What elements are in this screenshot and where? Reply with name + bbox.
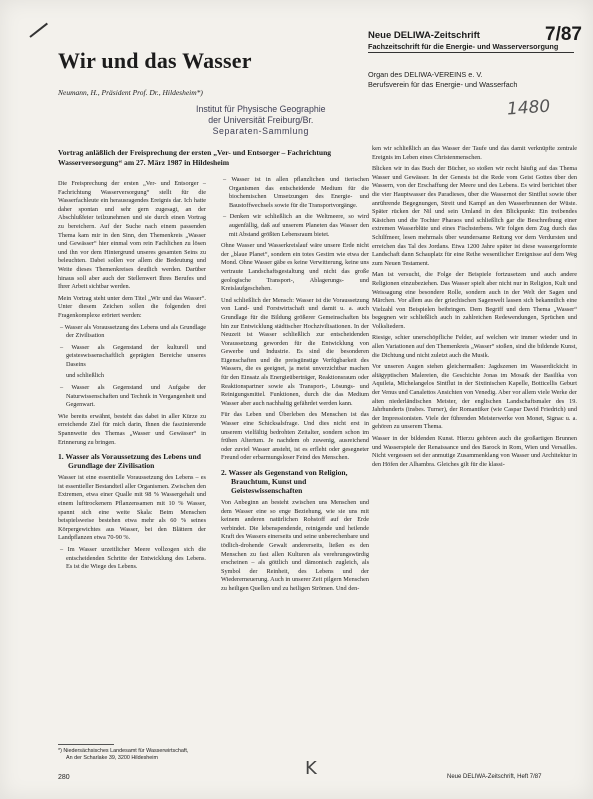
footnote-line-1: *) Niedersächsisches Landesamt für Wasserwirtschaft, bbox=[58, 748, 189, 754]
paragraph: Für das Leben und Überleben des Menschen ist das Wasser eine Schicksalsfrage. Und dies nicht erst in unserem vielfältig bedrohten Zeitalter, sondern schon im frühen Altertum. Je nachdem ob zuwenig, ausreichend oder zuviel Wasser ansteht, ist es erfleht oder gesegneter Freund oder erbarmungsloser Feind des Menschen. bbox=[221, 411, 369, 462]
stamp-line-2: der Universität Freiburg/Br. bbox=[208, 115, 314, 125]
paragraph: Riesige, schier unerschöpfliche Felder, auf welchen wir immer wieder und in allen Variationen auf den Themenkreis „Wasser“ stoßen, sind die bildende Kunst, die Dichtung und nicht zuletzt auch die Musik. bbox=[372, 334, 577, 359]
paragraph: ken wir schließlich an das Wasser der Taufe und das damit verknüpfte zentrale Ereignis im Leben eines Christenmenschen. bbox=[372, 145, 577, 161]
pen-mark bbox=[29, 23, 48, 38]
paragraph: Wie bereits erwähnt, besteht das dabei in aller Kürze zu erreichende Ziel für mich darin, Ihnen die faszinierende Spannweite des Themas „Wasser und Gewässer“ in Erinnerung zu bringen. bbox=[58, 412, 206, 446]
section-heading-2: 2. Wasser als Gegenstand von Religion, Brauchtum, Kunst und Geisteswissenschaften bbox=[221, 468, 348, 495]
list-item: – Im Wasser urzeitlicher Meere vollzogen sich die entscheidenden Schritte der Entwicklung des Lebens. Es ist die Wiege des Lebens. bbox=[60, 545, 206, 571]
issue-number: 7/87 bbox=[545, 24, 582, 45]
stamp-line-3: Separaten-Sammlung bbox=[212, 126, 309, 136]
intro-paragraph: Vortrag anläßlich der Freisprechung der ersten „Ver- und Entsorger – Fachrichtung Wasserversorgung“ am 27. März 1987 in Hildesheim bbox=[58, 148, 332, 167]
paragraph: Mein Vortrag steht unter dem Titel „Wir und das Wasser“. Unter diesem Zeichen sollen die folgenden drei Fragenkomplexe erörtert werden: bbox=[58, 294, 206, 319]
paragraph: Ohne Wasser und Wasserkreislauf wäre unsere Erde nicht der „blaue Planet“, sondern ein totes Gestirn wie etwa der Mond. Ohne Wasser gäbe es keine Verwitterung, keine uns vertraute Landschaftsgestaltung und nicht das große geologische Transport-, Ablagerungs- und Kreislaufgeschehen. bbox=[221, 242, 369, 293]
list-item: – Denken wir schließlich an die Weltmeere, so wird augenfällig, daß auf unserem Planeten das Wasser den mit Abstand größten Lebensraum bietet. bbox=[223, 213, 369, 238]
org-line-2: Berufsverein für das Energie- und Wasserfach bbox=[368, 80, 518, 89]
list-item: – Wasser als Gegenstand der kulturell und geisteswissenschaftlich geprägten Bereiche unseres Daseins bbox=[60, 343, 206, 368]
paragraph: Und schließlich der Mensch: Wasser ist die Voraussetzung von Land- und Forstwirtschaft und damit u. a. auch Grundlage für die Bildung größerer Gemeinschaften bis hin zur Entwicklung städtischer Hochzivilisationen. In der Neuzeit ist Wasser schließlich zur entscheidenden Voraussetzung geworden für die Entwicklung von Gewerbe und Industrie. Es sind die besonderen Eigenschaften und die preisgünstige Verfügbarkeit des Wassers, die es geeignet, ja meist unverzichtbar machen für den Einsatz als Energieüberträger, Reaktionsraum oder Reaktionspartner sowie als Transport-, Lösungs- und Reinigungsmittel. Funktionen, durch die das Medium Wasser aber auch nachhaltig gefährdet werden kann. bbox=[221, 296, 369, 407]
paragraph: Von Anbeginn an besteht zwischen uns Menschen und dem Wasser eine so enge Beziehung, wie sie uns mit keinem anderen natürlichen Rohstoff auf der Erde verbindet. Die lebenspendende, reinigende und heilende Kraft des Wassers einerseits und seine unberechenbare und tödlich-drohende Gewalt andererseits, ließen es den Menschen zu fast allen Kulturen als verehrungswürdig erscheinen – als göttlich und dämonisch zugleich, als Symbol der Reinheit, des Lebens und der Wiedererneuerung. Auch in unserer Zeit pilgern Menschen zu heiligen Quellen und zu heiligen Strömen. Und den- bbox=[221, 499, 369, 592]
paragraph: Die Freisprechung der ersten „Ver- und Entsorger – Fachrichtung Wasserversorgung“ stellt für die Wasserfachleute ein herausragendes Ereignis dar. Ich hatte daher spontan und sehr gern zugesagt, an der Abschlußfeier teilzunehmen und sie durch einen Vortrag zu bereichern. Auf der Suche nach einem passenden Thema kam mir in den Sinn, den Themenkreis „Wasser und Gewässer“ hier einmal vom rein Fachlichen zu lösen und ihn vor dem Hintergrund unseres gesamten Seins zu beleuchten. Dabei sollen vor allem die Bedeutung und Weite dieses Themenkreises deutlich werden. Darüber hinaus soll aber auch der Stellenwert Ihres Berufes und Ihrer Arbeit sichtbar werden. bbox=[58, 180, 206, 291]
list-item: – Wasser als Voraussetzung des Lebens und als Grundlage der Zivilisation bbox=[60, 323, 206, 340]
paragraph: Man ist versucht, die Folge der Beispiele fortzusetzen und auch andere Religionen einzubeziehen. Das Wasser spielt aber nicht nur in Religion, Kult und Weissagung eine besondere Rolle, sondern auch in der Welt der Sagen und Märchen. Vor allem aus der griechischen Sagenwelt lassen sich bekanntlich eine Vielzahl von Beispielen beibringen. Dem Begriff und dem Thema „Wasser“ begegnen wir schließlich auch in zahlreichen Redewendungen, Sprüchen und Volksliedern. bbox=[372, 271, 577, 330]
paragraph: Blicken wir in das Buch der Bücher, so stoßen wir recht häufig auf das Thema Wasser und Gewässer. In der Genesis ist die Rede vom Geist Gottes über den Wassern, von der Erschaffung der Meere und des Lebens. Es wird berichtet über die vier Hauptwasser des Paradieses, über die Wassernot der Sintflut sowie über anrührende Begegnungen, Streit und Kampf an den Wasserbrunnen der Wüste. Später rücken der Nil und sein Umland in den Blickpunkt: Ein treibendes Kästchen und die Tochter Pharaos und schließlich gar die Beschreibung einer extremen Wasserblüte und eines Fischsterbens. Wir folgen dem Zug durch das Schilfmeer, lesen mehrmals über wundersame Rettung vor dem Verdursten und erreichen das Tal des Jordans. Etwa 1200 Jahre später ist diese wassergeformte Landschaft dann Schauplatz für eine Reihe wesentlicher Ereignisse auf dem Weg zum Neuen Testament. bbox=[372, 165, 577, 267]
stamp-line-1: Institut für Physische Geographie bbox=[196, 104, 326, 114]
text-column-1 bbox=[58, 180, 206, 750]
handwritten-mark: K bbox=[305, 758, 317, 779]
header-rule bbox=[368, 52, 574, 53]
footnote-line-2: An der Scharlake 39, 3200 Hildesheim bbox=[66, 755, 158, 761]
text-column-2 bbox=[221, 176, 369, 781]
section-heading-1: 1. Wasser als Voraussetzung des Lebens und Grundlage der Zivilisation bbox=[58, 452, 201, 471]
paragraph: Wasser in der bildenden Kunst. Hierzu gehören auch die großartigen Brunnen und Wasserspiele der Renaissance und des Barock in Rom, Wien und Versailles. Nicht vergessen sei der anmutige Zusammenklang von Wasser und Architektur in den Höfen der Alhambra. Gleiches gilt für die klassi- bbox=[372, 435, 577, 468]
footnote-rule bbox=[58, 744, 114, 745]
paragraph: Wasser ist eine essentielle Voraussetzung des Lebens – es ist essentieller Bestandteil aller Organismen. Zwischen den Extremen, etwa einer Qualle mit 98 % Wassergehalt und einem lufttrockenem Pflanzensamen mit 10 % Wasser, spannt sich eine weite Skala: Beim Menschen beispielsweise bestehen etwa mehr als 60 % seines Körpergewichtes aus Wasser, bei den Blättern der Landpflanzen etwa 70-90 %. bbox=[58, 474, 206, 542]
footer-journal-ref: Neue DELIWA-Zeitschrift, Heft 7/87 bbox=[447, 774, 542, 780]
library-stamp bbox=[196, 104, 326, 137]
list-connector: und schließlich bbox=[66, 372, 105, 380]
list-item: – Wasser ist in allen pflanzlichen und tierischen Organismen das entscheidende Medium für die biochemischen Umsetzungen des Energie- und Baustoffwechsels sowie für die Transportvorgänge. bbox=[223, 176, 369, 209]
journal-subtitle: Fachzeitschrift für die Energie- und Wasserversorgung bbox=[368, 42, 559, 51]
org-line-1: Organ des DELIWA-VEREINS e. V. bbox=[368, 70, 483, 79]
handwritten-number: 1480 bbox=[506, 96, 551, 120]
journal-name: Neue DELIWA-Zeitschrift bbox=[368, 30, 480, 41]
list-item: – Wasser als Gegenstand und Aufgabe der Naturwissenschaften und Technik in Vergangenheit und Gegenwart. bbox=[60, 384, 206, 409]
article-title: Wir und das Wasser bbox=[58, 48, 252, 73]
author-line: Neumann, H., Präsident Prof. Dr., Hildesheim*) bbox=[58, 88, 203, 97]
text-column-3 bbox=[372, 145, 577, 765]
page-number: 280 bbox=[58, 774, 70, 781]
paragraph: Vor unseren Augen stehen gleichermaßen: Jagdszenen im Wasserdickicht in altägyptischen Malereien, die Geschichte Jonas im Mosaik der Basilika von Aquileia, Michelangelos Sintflut in der Sixtinischen Kapelle, Botticellis Geburt der Venus und Canalettos Ansichten von Venedig. Aber vor allem viele Werke der alten niederländischen Meister, der englischen Landschaftsmaler des 19. Jahrhunderts (insbes. Turner), der Romantiker (wie Caspar David Friedrich) und der Impressionisten. Viele der führenden Meisterwerke von Monet, Signac u. a. gehören zu unserem Thema. bbox=[372, 363, 577, 431]
